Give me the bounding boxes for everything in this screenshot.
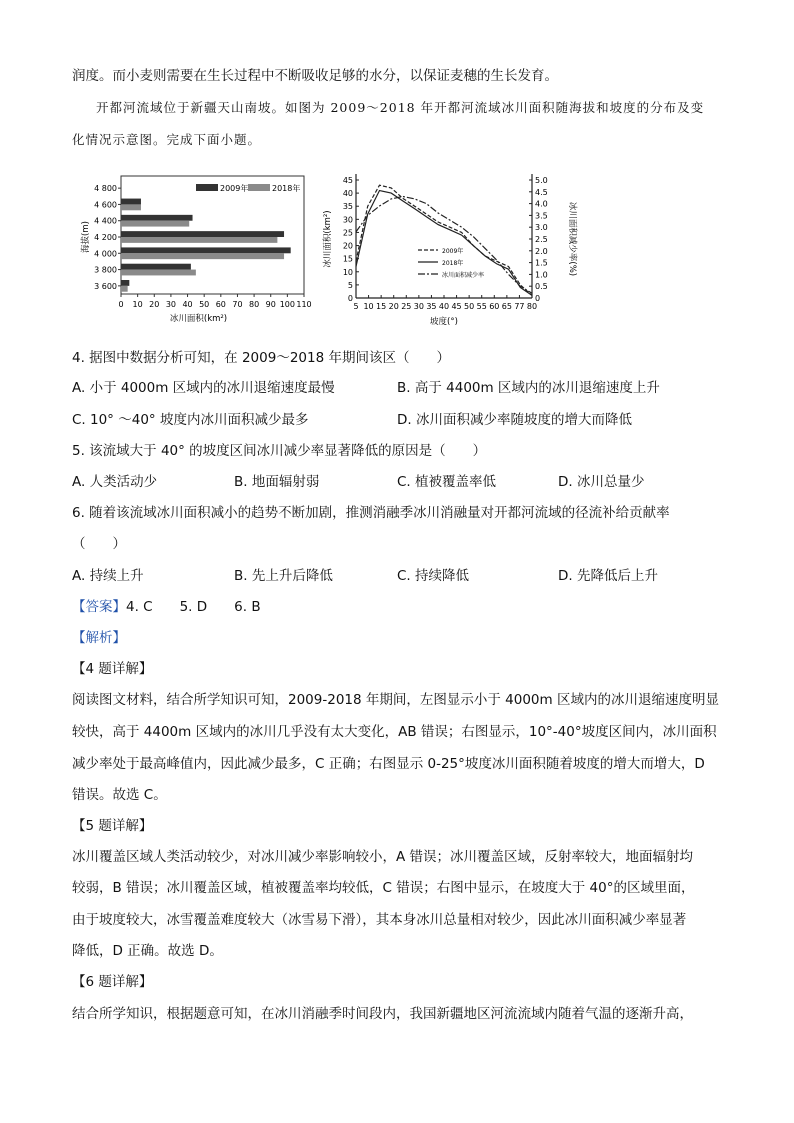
detail-4-line: 错误。故选 C。 xyxy=(72,787,167,803)
x-tick-label: 50 xyxy=(464,302,475,311)
detail-5-line: 较弱，B 错误；冰川覆盖区域，植被覆盖率均较低，C 错误；右图中显示，在坡度大于 40°的区域里面， xyxy=(72,880,695,896)
slope-line-chart xyxy=(318,166,580,334)
detail-5-line: 冰川覆盖区域人类活动较少，对冰川减少率影响较小，A 错误；冰川覆盖区域，反射率较大，地面辐射均 xyxy=(72,849,694,865)
q5-option-c[interactable]: C. 植被覆盖率低 xyxy=(397,474,497,490)
bar xyxy=(121,280,129,286)
x-tick-label: 5 xyxy=(353,302,359,311)
series-line xyxy=(356,191,532,296)
x-tick-label: 80 xyxy=(248,300,260,309)
right-tick-label: 3.5 xyxy=(535,211,548,221)
x-tick-label: 20 xyxy=(388,302,399,311)
q4-option-d[interactable]: D. 冰川面积减少率随坡度的增大而降低 xyxy=(397,412,632,428)
passage-line-1: 开都河流域位于新疆天山南坡。如图为 2009～2018 年开都河流域冰川面积随海拔和坡度的分布及变 xyxy=(96,100,705,115)
legend-swatch xyxy=(196,184,218,191)
altitude-tick-label: 4 000 xyxy=(94,249,117,259)
right-tick-label: 2.5 xyxy=(535,235,548,244)
x-tick-label: 55 xyxy=(476,302,487,311)
left-axis-title: 冰川面积(km²) xyxy=(323,210,333,268)
left-tick-label: 25 xyxy=(342,228,353,238)
x-tick-label: 10 xyxy=(132,300,143,309)
answer-label: 【答案】 xyxy=(72,599,126,615)
altitude-tick-label: 4 800 xyxy=(94,184,117,194)
legend-label: 2009年 xyxy=(442,248,464,255)
right-tick-label: 1.5 xyxy=(535,258,548,268)
left-tick-label: 35 xyxy=(342,202,353,212)
question-4-stem: 4. 据图中数据分析可知，在 2009～2018 年期间该区（ ） xyxy=(72,350,450,366)
x-axis-title: 坡度(°) xyxy=(430,317,458,327)
legend-swatch xyxy=(248,184,270,191)
x-tick-label: 65 xyxy=(501,302,512,311)
left-tick-label: 40 xyxy=(342,189,353,199)
q5-option-b[interactable]: B. 地面辐射弱 xyxy=(234,474,320,490)
bar xyxy=(121,286,128,292)
q5-option-a[interactable]: A. 人类活动少 xyxy=(72,474,158,490)
q4-option-b[interactable]: B. 高于 4400m 区域内的冰川退缩速度上升 xyxy=(397,380,660,396)
altitude-tick-label: 4 400 xyxy=(94,216,117,226)
altitude-tick-label: 3 600 xyxy=(94,281,117,291)
passage-line-2: 化情况示意图。完成下面小题。 xyxy=(72,132,262,147)
q4-option-c[interactable]: C. 10° ～40° 坡度内冰川面积减少最多 xyxy=(72,412,309,428)
x-axis-title: 冰川面积(km²) xyxy=(169,314,228,324)
right-tick-label: 4.5 xyxy=(535,187,548,197)
detail-6-line: 结合所学知识，根据题意可知，在冰川消融季时间段内，我国新疆地区河流流域内随着气温的逐渐升高， xyxy=(72,1006,693,1022)
x-tick-label: 20 xyxy=(149,300,160,309)
x-tick-label: 30 xyxy=(413,302,424,311)
altitude-tick-label: 4 200 xyxy=(94,233,117,242)
altitude-tick-label: 3 800 xyxy=(94,265,117,275)
x-tick-label: 30 xyxy=(165,300,177,309)
right-tick-label: 5.0 xyxy=(535,176,548,185)
answer-line xyxy=(72,597,261,617)
bar xyxy=(121,264,191,270)
x-tick-label: 15 xyxy=(376,302,387,311)
q4-option-a[interactable]: A. 小于 4000m 区域内的冰川退缩速度最慢 xyxy=(72,380,335,396)
altitude-bar-chart xyxy=(78,170,318,330)
left-tick-label: 20 xyxy=(342,241,353,251)
detail-5-line: 由于坡度较大，冰雪覆盖难度较大（冰雪易下滑），其本身冰川总量相对较少，因此冰川面积减少率显著 xyxy=(72,912,687,928)
x-tick-label: 40 xyxy=(182,300,193,309)
y-axis-title: 海拔(m) xyxy=(81,221,91,253)
legend-label: 2018年 xyxy=(272,184,301,193)
bar xyxy=(121,237,277,243)
x-tick-label: 60 xyxy=(215,300,226,309)
bar xyxy=(121,270,196,276)
bar xyxy=(121,221,189,227)
detail-5-line: 降低，D 正确。故选 D。 xyxy=(72,943,223,959)
right-tick-label: 3.0 xyxy=(535,223,548,233)
right-tick-label: 4.0 xyxy=(535,199,548,209)
left-tick-label: 5 xyxy=(347,280,353,290)
x-tick-label: 60 xyxy=(489,302,500,311)
right-tick-label: 0.5 xyxy=(535,282,548,292)
altitude-tick-label: 4 600 xyxy=(94,200,117,210)
analysis-label: 【解析】 xyxy=(72,630,126,646)
intro-line: 润度。而小麦则需要在生长过程中不断吸收足够的水分，以保证麦穗的生长发育。 xyxy=(72,68,558,84)
detail-4-line: 减少率处于最高峰值内，因此减少最多，C 正确；右图显示 0-25°坡度冰川面积随着坡度的增大而增大，D xyxy=(72,756,705,772)
q5-option-d[interactable]: D. 冰川总量少 xyxy=(558,474,645,490)
x-tick-label: 0 xyxy=(118,300,124,309)
left-tick-label: 10 xyxy=(342,267,353,277)
left-tick-label: 15 xyxy=(342,254,353,264)
x-tick-label: 10 xyxy=(363,302,374,311)
bar xyxy=(121,204,141,210)
detail-4-line: 阅读图文材料，结合所学知识可知，2009-2018 年期间，左图显示小于 4000m 区域内的冰川退缩速度明显 xyxy=(72,692,719,708)
bar xyxy=(121,253,284,259)
legend-label: 冰川面积减少率 xyxy=(442,272,485,279)
x-tick-label: 45 xyxy=(451,302,462,311)
detail-6-title: 【6 题详解】 xyxy=(72,974,153,990)
legend-label: 2018年 xyxy=(442,260,464,267)
answer-text: 4. C 5. D 6. B xyxy=(126,599,261,615)
left-tick-label: 30 xyxy=(342,215,353,225)
bar xyxy=(121,247,291,253)
question-6-stem: 6. 随着该流域冰川面积减小的趋势不断加剧，推测消融季冰川消融量对开都河流域的径流补给贡献率 xyxy=(72,505,670,521)
right-tick-label: 1.0 xyxy=(535,270,548,280)
right-axis-title: 冰川面积减少率(%) xyxy=(567,201,577,277)
right-tick-label: 2.0 xyxy=(535,246,548,256)
x-tick-label: 110 xyxy=(296,300,312,309)
detail-4-title: 【4 题详解】 xyxy=(72,661,153,677)
bar xyxy=(121,199,141,205)
x-tick-label: 70 xyxy=(232,300,243,309)
x-tick-label: 35 xyxy=(426,302,437,311)
q6-option-d[interactable]: D. 先降低后上升 xyxy=(558,568,658,584)
bar xyxy=(121,215,193,221)
x-tick-label: 77 xyxy=(514,302,525,311)
x-tick-label: 90 xyxy=(265,300,276,309)
bar xyxy=(121,231,284,237)
x-tick-label: 40 xyxy=(438,302,450,311)
q6-option-b[interactable]: B. 先上升后降低 xyxy=(234,568,333,584)
question-6-stem-cont: （ ） xyxy=(72,536,126,552)
x-tick-label: 80 xyxy=(526,302,538,311)
x-tick-label: 100 xyxy=(279,300,296,309)
detail-5-title: 【5 题详解】 xyxy=(72,818,153,834)
left-tick-label: 45 xyxy=(342,176,353,185)
x-tick-label: 50 xyxy=(199,300,210,309)
question-5-stem: 5. 该流域大于 40° 的坡度区间冰川减少率显著降低的原因是（ ） xyxy=(72,443,487,459)
right-tick-label: 0 xyxy=(535,294,541,303)
x-tick-label: 25 xyxy=(401,302,412,311)
q6-option-c[interactable]: C. 持续降低 xyxy=(397,568,470,584)
q6-option-a[interactable]: A. 持续上升 xyxy=(72,568,144,584)
legend-label: 2009年 xyxy=(220,184,249,193)
left-tick-label: 0 xyxy=(347,294,353,303)
detail-4-line: 较快，高于 4400m 区域内的冰川几乎没有太大变化，AB 错误；右图显示，10°-40°坡度区间内，冰川面积 xyxy=(72,724,717,740)
